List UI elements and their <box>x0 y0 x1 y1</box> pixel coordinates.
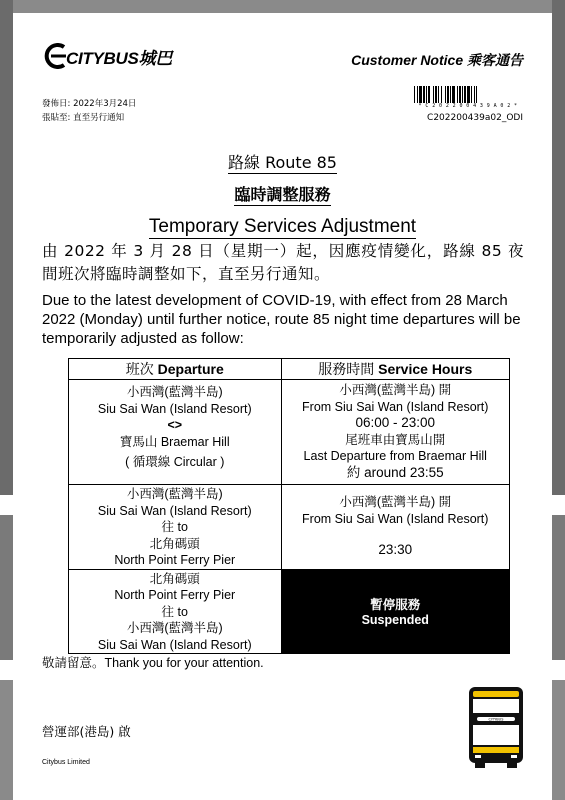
issue-date: 發佈日: 2022年3月24日 <box>42 99 137 109</box>
row3-hours-suspended <box>281 569 509 654</box>
frame-top <box>0 0 565 13</box>
row2-hours: 小西灣(藍灣半島) 開 From Siu Sai Wan (Island Resort) 23:30 <box>281 485 509 570</box>
frame-right-middle <box>552 515 565 660</box>
row2-departure: 小西灣(藍灣半島) Siu Sai Wan (Island Resort) 往 to 北角碼頭 North Point Ferry Pier <box>69 485 282 570</box>
notice-meta <box>42 97 136 125</box>
service-table <box>68 358 510 654</box>
reference-code: C202200439a02_ODI <box>427 113 523 123</box>
frame-left-middle <box>0 515 13 660</box>
table-row <box>69 485 510 570</box>
barcode-text: * C 2 0 2 2 0 0 4 3 9 A 0 2 * <box>418 103 518 109</box>
frame-right-bottom <box>552 680 565 800</box>
notice-paragraph-en: Due to the latest development of COVID-19, with effect from 28 March 2022 (Monday) until further notice, route 85 night time departures will be temporarily adjusted as follow: <box>42 292 521 347</box>
route-title: 路線 Route 85 <box>228 153 337 172</box>
header-departure: 班次 Departure <box>69 359 282 380</box>
table-row <box>69 569 510 654</box>
suspended-badge-en: Suspended <box>361 613 429 628</box>
signature: 營運部(港島) 啟 <box>42 724 131 739</box>
frame-left-upper <box>0 0 13 495</box>
frame-left-bottom <box>0 680 13 800</box>
logo-text: CITYBUS城巴 <box>66 48 172 68</box>
header-service-hours: 服務時間 Service Hours <box>281 359 509 380</box>
adjustment-title-en: Temporary Services Adjustment <box>148 216 417 237</box>
company-name: Citybus Limited <box>42 759 90 766</box>
adjustment-title-cn: 臨時調整服務 <box>234 185 331 204</box>
double-decker-bus-icon <box>465 685 527 770</box>
svg-text:CITYBUS: CITYBUS <box>488 717 504 722</box>
citybus-swoosh-icon <box>42 43 68 69</box>
table-row <box>69 380 510 485</box>
row1-departure: 小西灣(藍灣半島) Siu Sai Wan (Island Resort) <> 寶馬山 Braemar Hill ( 循環線 Circular ) <box>69 380 282 485</box>
citybus-logo <box>42 42 172 70</box>
notice-title: Customer Notice 乘客通告 <box>351 52 523 68</box>
table-header-row <box>69 359 510 380</box>
frame-right-upper <box>552 0 565 495</box>
notice-paragraph-cn: 由 2022 年 3 月 28 日（星期一）起，因應疫情變化，路線 85 夜間班次將臨時調整如下，直至另行通知。 <box>42 242 524 283</box>
suspended-badge-cn: 暫停服務 <box>370 598 421 613</box>
thank-you-note: 敬請留意。Thank you for your attention. <box>42 656 264 670</box>
display-until: 張貼至: 直至另行通知 <box>42 113 125 123</box>
row3-departure: 北角碼頭 North Point Ferry Pier 往 to 小西灣(藍灣半島) Siu Sai Wan (Island Resort) <box>69 569 282 654</box>
row1-hours: 小西灣(藍灣半島) 開 From Siu Sai Wan (Island Resort) 06:00 - 23:00 尾班車由寶馬山開 Last Departure from Braemar Hill 約 around 23:55 <box>281 380 509 485</box>
